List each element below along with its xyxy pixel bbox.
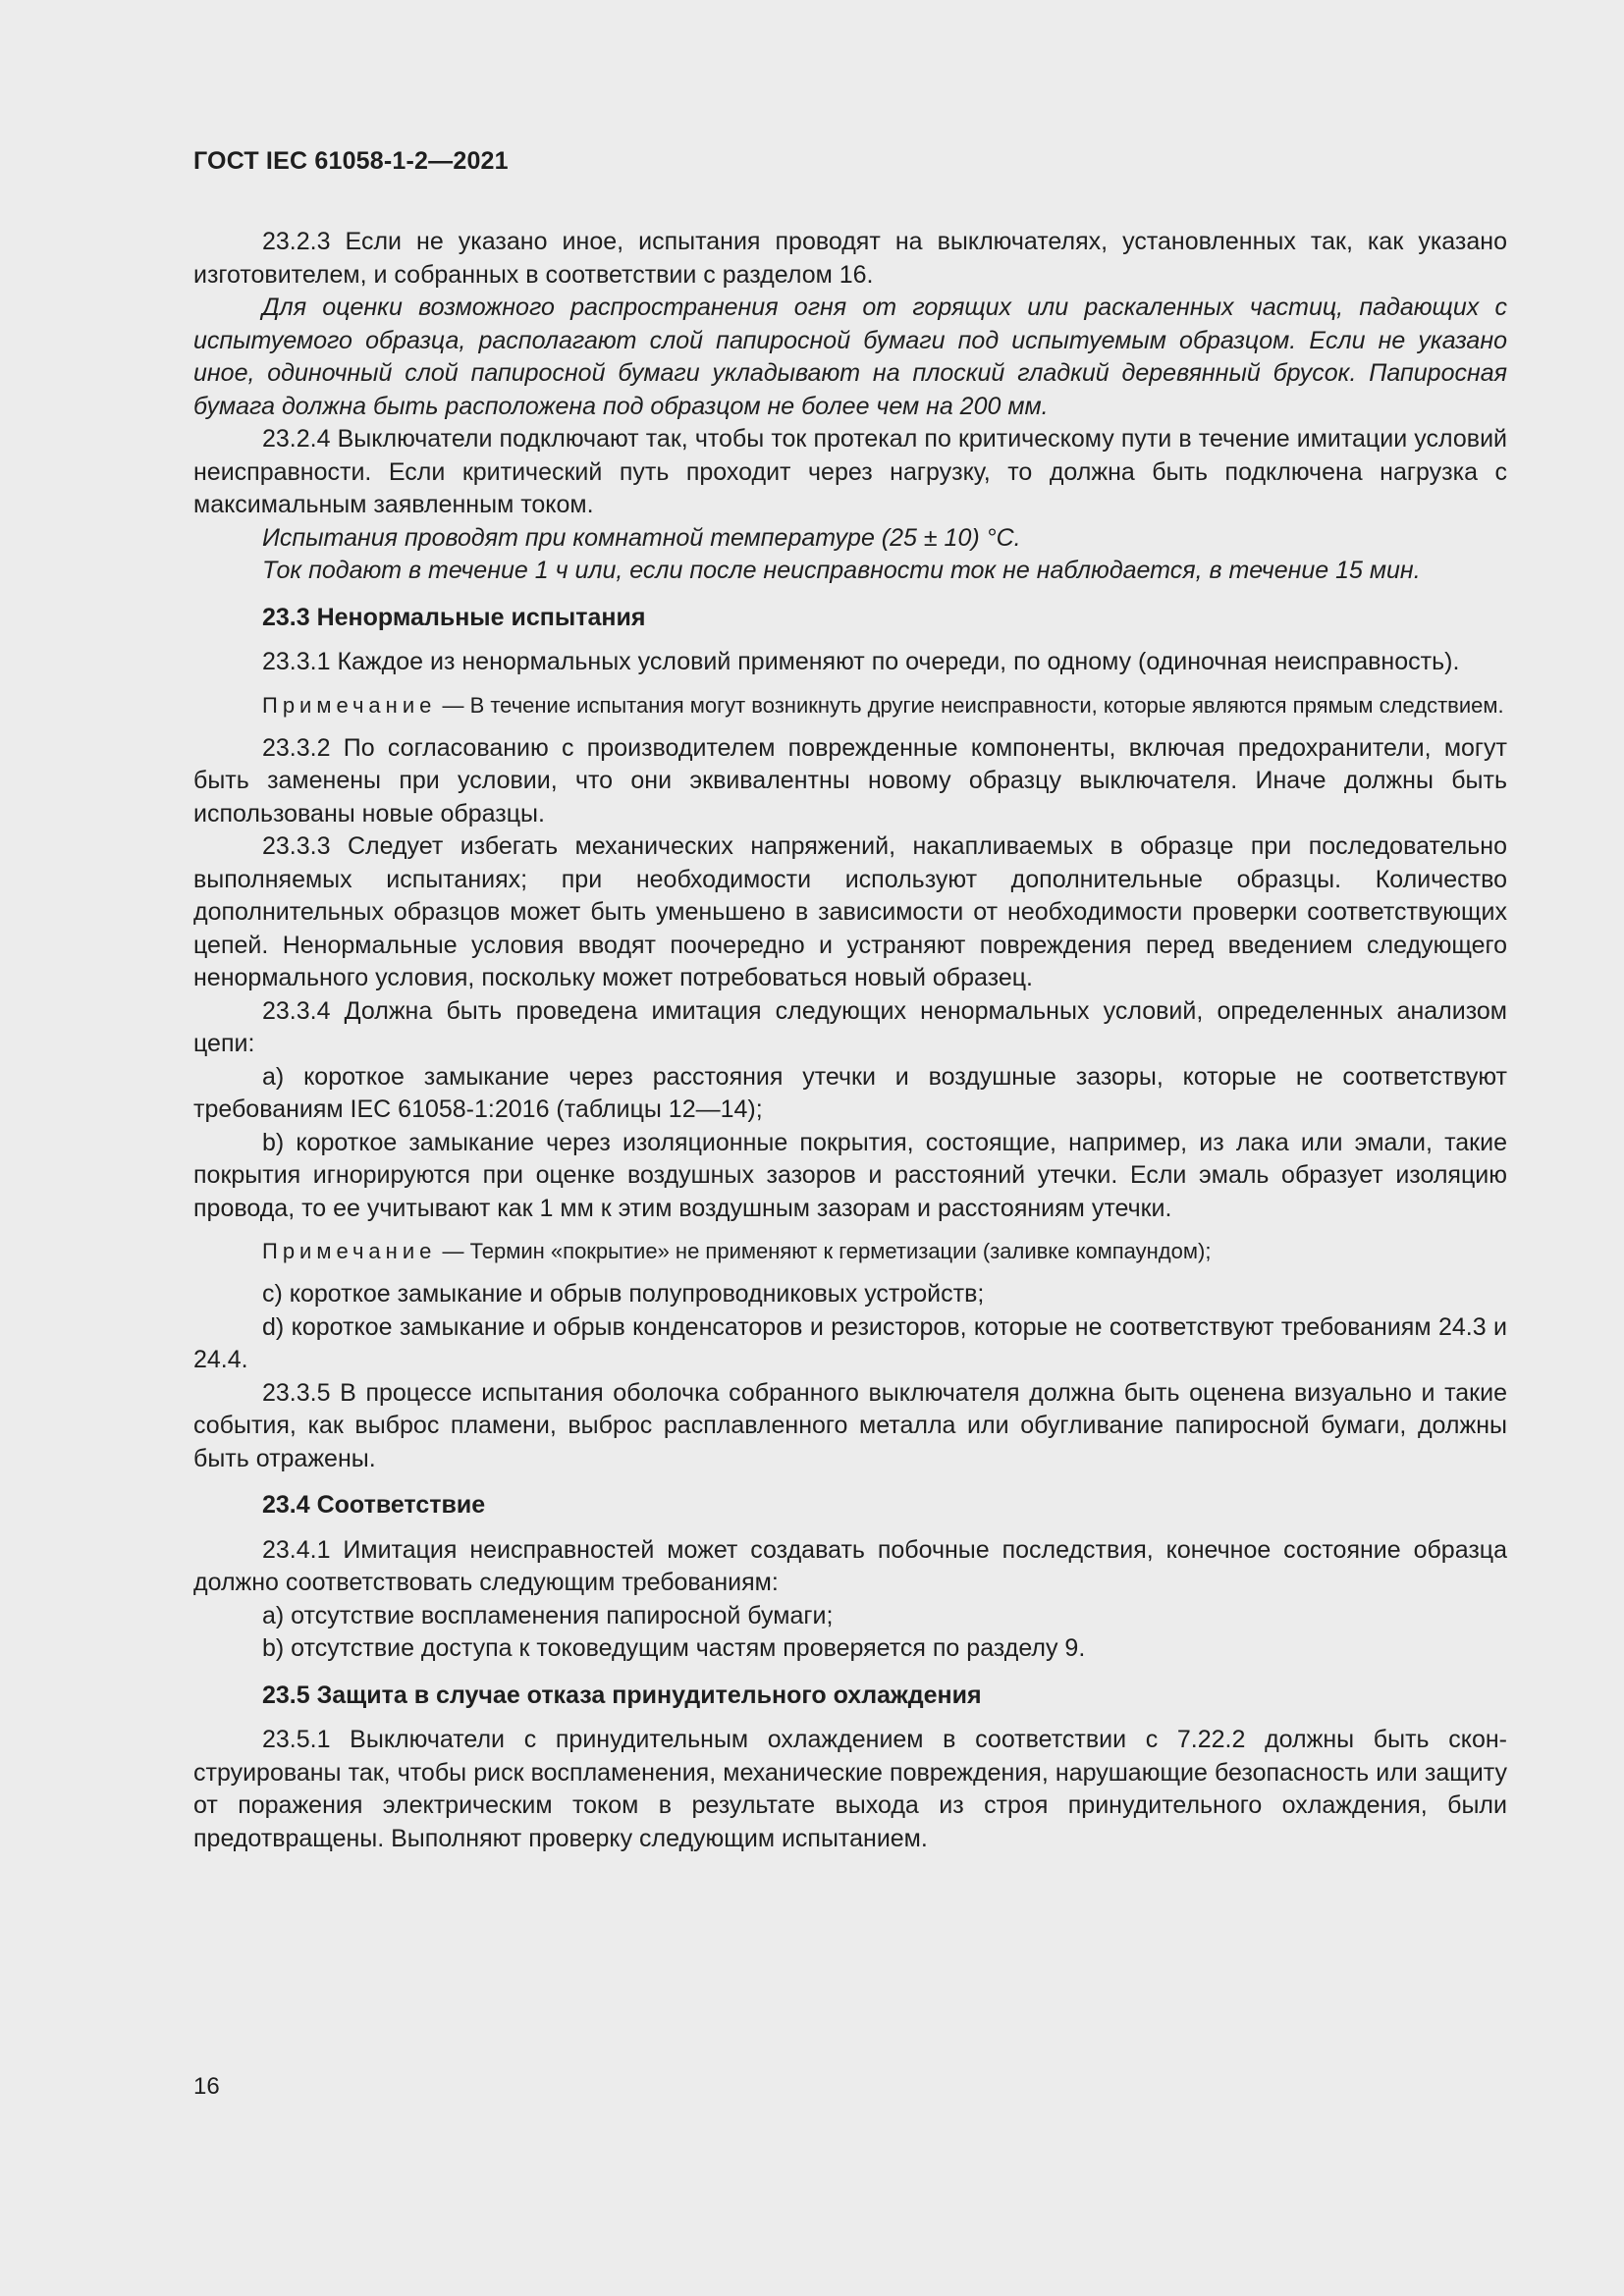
page-body xyxy=(193,226,1507,1855)
section-heading-23-3: 23.3 Ненормальные испытания xyxy=(262,603,646,631)
note-label: Примечание xyxy=(262,692,437,718)
paragraph-23-3-3: 23.3.3 Следует избегать механических напряжений, накапливаемых в образце при последовательно выполняемых испытаниях; при необходимости используют дополнительные образцы. Количество дополнительных образцов может быть уменьшено в зависимости от необходимости проверки соответствующих цепей. Ненормальные условия вводят поочередно и устраняют повреждения перед введением следующего ненормального условия, поскольку может потребоваться новый образец. xyxy=(193,832,1507,991)
list-item-a: a) короткое замыкание через расстояния утечки и воздушные зазоры, которые не соответствуют требованиям IEC 61058-1:2016 (таблицы 12—14); xyxy=(193,1062,1507,1123)
page-number: 16 xyxy=(193,2073,220,2100)
paragraph-23-3-4: 23.3.4 Должна быть проведена имитация следующих ненормальных условий, определенных анализом цепи: xyxy=(193,996,1507,1057)
section-heading-23-5: 23.5 Защита в случае отказа принудительного охлаждения xyxy=(262,1681,982,1709)
paragraph-23-5-1: 23.5.1 Выключатели с принудительным охлаждением в соответствии с 7.22.2 должны быть сконструированы так, чтобы риск воспламенения, механические повреждения, нарушающие безопасность или защиту от поражения электрическим током в результате выхода из строя принудительного охлаждения, были предотвращены. Выполняют проверку следующим испытанием. xyxy=(193,1726,1507,1852)
paragraph-23-3-1: 23.3.1 Каждое из ненормальных условий применяют по очереди, по одному (одиночная неисправность). xyxy=(262,648,1460,675)
list-item-4a: a) отсутствие воспламенения папиросной бумаги; xyxy=(262,1601,834,1629)
list-item-b: b) короткое замыкание через изоляционные покрытия, состоящие, например, из лака или эмали, такие покрытия игнорируются при оценке воздушных зазоров и расстояний утечки. Если эмаль образует изоляцию провода, то ее учитывают как 1 мм к этим воздушным зазорам и расстояниям утечки. xyxy=(193,1128,1507,1222)
paragraph-23-3-5: 23.3.5 В процессе испытания оболочка собранного выключателя должна быть оценена визуально и такие события, как выброс пламени, выброс расплавленного металла или обугливание папиросной бумаги, должны быть отражены. xyxy=(193,1378,1507,1472)
document-header: ГОСТ IEC 61058-1-2—2021 xyxy=(193,147,509,175)
note-label: Примечание xyxy=(262,1239,437,1263)
paragraph-23-2-4-italic-temp: Испытания проводят при комнатной температуре (25 ± 10) °С. xyxy=(262,523,1021,552)
note-text: — Термин «покрытие» не применяют к герметизации (заливке компаундом); xyxy=(436,1239,1212,1263)
section-heading-23-4: 23.4 Соответствие xyxy=(262,1491,486,1519)
paragraph-23-3-2: 23.3.2 По согласованию с производителем поврежденные компоненты, включая предохранители, могут быть заменены при условии, что они эквивалентны новому образцу выключателя. Иначе должны быть использованы новые образцы. xyxy=(193,733,1507,828)
paragraph-23-2-4: 23.2.4 Выключатели подключают так, чтобы ток протекал по критическому пути в течение имитации условий неисправности. Если критический путь проходит через нагрузку, то должна быть подключена нагрузка с максимальным заявленным током. xyxy=(193,425,1507,518)
paragraph-23-4-1: 23.4.1 Имитация неисправностей может создавать побочные последствия, конечное состояние образца должно соответствовать следующим требованиям: xyxy=(193,1535,1507,1596)
list-item-d: d) короткое замыкание и обрыв конденсаторов и резисторов, которые не соответствуют требованиям 24.3 и 24.4. xyxy=(193,1312,1507,1373)
paragraph-23-2-4-italic-current: Ток подают в течение 1 ч или, если после неисправности ток не наблюдается, в течение 15 мин. xyxy=(262,557,1421,584)
list-item-c: c) короткое замыкание и обрыв полупроводниковых устройств; xyxy=(262,1280,985,1308)
note-coating xyxy=(193,1237,1507,1266)
paragraph-23-2-3: 23.2.3 Если не указано иное, испытания проводят на выключателях, установленных так, как указано изготовителем, и собранных в соответствии с разделом 16. xyxy=(193,228,1507,289)
note-text: — В течение испытания могут возникнуть другие неисправности, которые являются прямым следствием. xyxy=(436,692,1504,718)
list-item-4b: b) отсутствие доступа к токоведущим частям проверяется по разделу 9. xyxy=(262,1634,1086,1662)
note-23-3-1 xyxy=(193,691,1507,721)
paragraph-23-2-3-italic: Для оценки возможного распространения огня от горящих или раскаленных частиц, падающих с испытуемого образца, располагают слой папиросной бумаги под испытуемым образцом. Если не указано иное, одиночный слой папиросной бумаги укладывают на плоский гладкий деревянный брусок. Папиросная бумага должна быть расположена под образцом не более чем на 200 мм. xyxy=(193,294,1507,420)
